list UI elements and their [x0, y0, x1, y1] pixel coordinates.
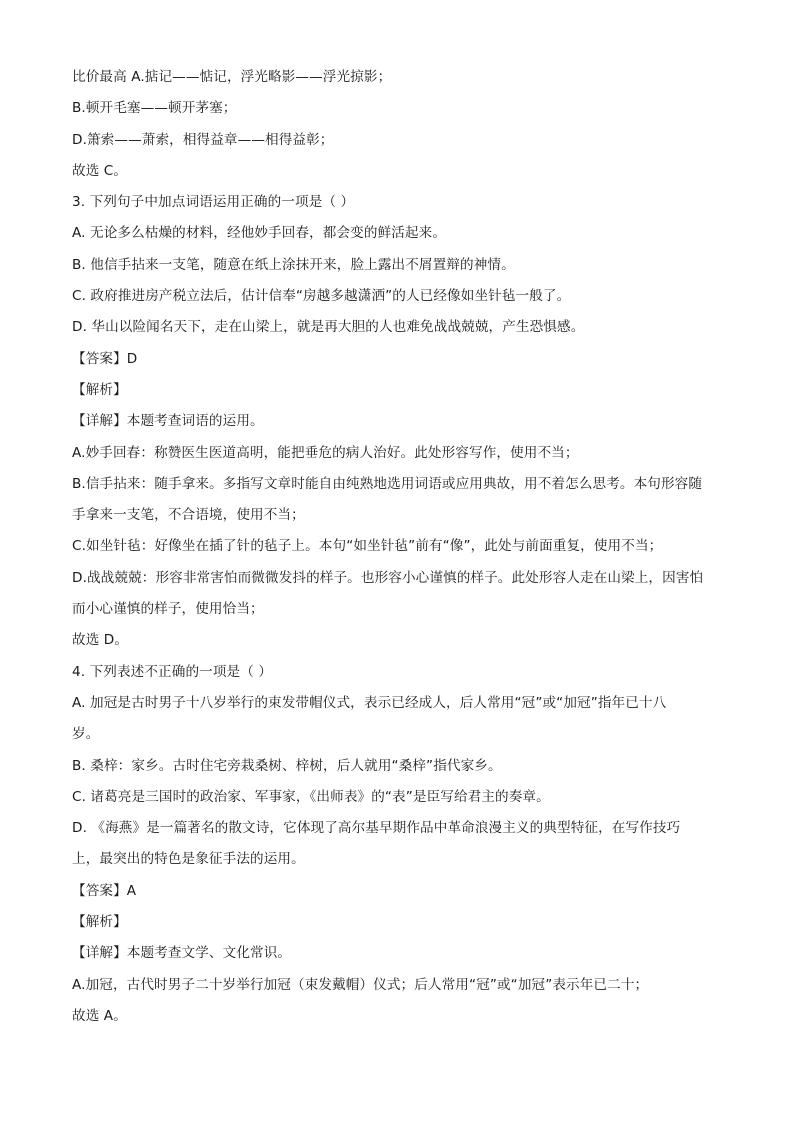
question-3-option-a: A. 无论多么枯燥的材料，经他妙手回春，都会变的鲜活起来。 — [72, 225, 447, 242]
text-line: 故选 A。 — [72, 1007, 127, 1024]
text-line: 比价最高 A.掂记——惦记，浮光略影——浮光掠影； — [72, 69, 392, 85]
answer-label: 【答案】D — [72, 350, 138, 367]
answer-label: 【答案】A — [72, 882, 137, 899]
question-4-option-a-cont: 岁。 — [72, 726, 100, 743]
document-body — [72, 62, 722, 1032]
text-line: C.如坐针毡：好像坐在插了针的毡子上。本句“如坐针毡”前有“像”，此处与前面重复，使用不当； — [72, 538, 663, 555]
question-4-option-d-cont: 上，最突出的特色是象征手法的运用。 — [72, 851, 305, 868]
text-line: A.加冠，古代时男子二十岁举行加冠（束发戴帽）仪式；后人常用“冠”或“加冠”表示年已二十； — [72, 976, 649, 993]
question-4-option-d: D. 《海燕》是一篇著名的散文诗，它体现了高尔基早期作品中革命浪漫主义的典型特征，在写作技巧 — [72, 820, 681, 837]
question-3-option-c: C. 政府推进房产税立法后，估计信奉“房越多越潇洒”的人已经像如坐针毡一般了。 — [72, 288, 571, 305]
detail-line: 【详解】本题考查词语的运用。 — [72, 413, 264, 430]
analysis-label: 【解析】 — [72, 914, 127, 931]
question-4-option-c: C. 诸葛亮是三国时的政治家、军事家，《出师表》的“表”是臣写给君主的奏章。 — [72, 788, 550, 805]
text-line: D.箫索——萧索，相得益章——相得益彰； — [72, 131, 334, 148]
text-line: A.妙手回春：称赞医生医道高明，能把垂危的病人治好。此处形容写作，使用不当； — [72, 444, 579, 461]
text-line: B.顿开毛塞——顿开茅塞； — [72, 100, 237, 117]
question-3-option-b: B. 他信手拈来一支笔，随意在纸上涂抹开来，脸上露出不屑置辩的神情。 — [72, 256, 515, 273]
question-4-option-b: B. 桑梓：家乡。古时住宅旁栽桑树、梓树，后人就用“桑梓”指代家乡。 — [72, 757, 502, 774]
question-4-stem: 4. 下列表述不正确的一项是（ ） — [72, 663, 273, 680]
detail-line: 【详解】本题考查文学、文化常识。 — [72, 945, 292, 962]
question-3-option-d: D. 华山以险闻名天下，走在山梁上，就是再大胆的人也难免战战兢兢，产生恐惧感。 — [72, 319, 585, 336]
text-line: 而小心谨慎的样子，使用恰当； — [72, 601, 264, 618]
analysis-label: 【解析】 — [72, 381, 127, 398]
text-line: D.战战兢兢：形容非常害怕而微微发抖的样子。也形容小心谨慎的样子。此处形容人走在山梁上，因害怕 — [72, 569, 704, 586]
question-3-stem: 3. 下列句子中加点词语运用正确的一项是（ ） — [72, 194, 355, 211]
text-line: 故选 C。 — [72, 162, 128, 179]
text-line: B.信手拈来：随手拿来。多指写文章时能自由纯熟地选用词语或应用典故，用不着怎么思考。本句形容随 — [72, 475, 703, 492]
question-4-option-a: A. 加冠是古时男子十八岁举行的束发带帽仪式，表示已经成人，后人常用“冠”或“加冠”指年已十八 — [72, 694, 667, 711]
text-line: 故选 D。 — [72, 632, 129, 649]
text-line: 手拿来一支笔，不合语境，使用不当； — [72, 507, 305, 524]
